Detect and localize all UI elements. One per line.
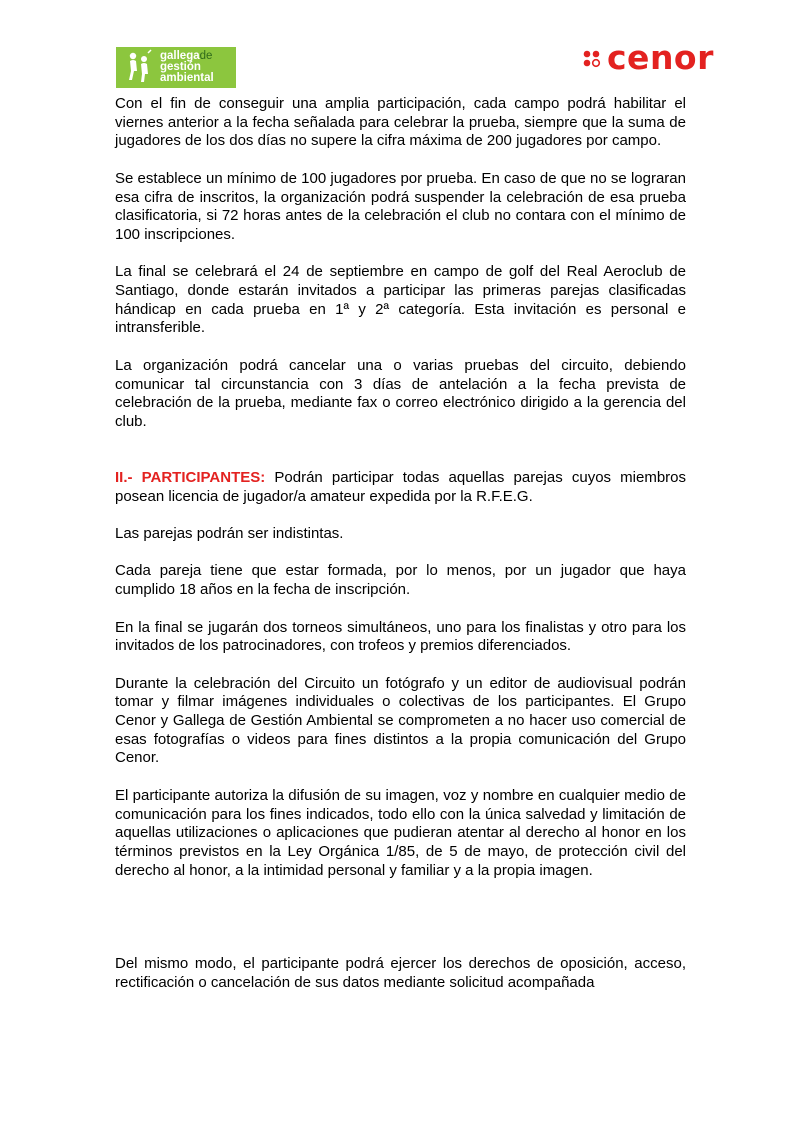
- document-body: [115, 95, 686, 1011]
- logo-line1: gallegade: [160, 50, 213, 62]
- paragraph-8: En la final se jugarán dos torneos simultáneos, uno para los finalistas y otro para los invitados de los patrocinadores, con trofeos y premios diferenciados.: [115, 618, 686, 655]
- cenor-dots-icon: [583, 45, 605, 71]
- spacer: [115, 450, 686, 469]
- paragraph-3: La final se celebrará el 24 de septiembre en campo de golf del Real Aeroclub de Santiago, donde estarán invitados a participar las primeras parejas clasificadas hándicap en cada prueba en 1ª y 2ª categoría. Esta invitación es personal e intransferible.: [115, 263, 686, 337]
- paragraph-1: Con el fin de conseguir una amplia participación, cada campo podrá habilitar el viernes anterior a la fecha señalada para celebrar la prueba, siempre que la suma de jugadores de los dos días no supere la cifra máxima de 200 jugadores por campo.: [115, 95, 686, 150]
- paragraph-11: Del mismo modo, el participante podrá ejercer los derechos de oposición, acceso, rectificación o cancelación de sus datos mediante solicitud acompañada: [115, 955, 686, 991]
- gallega-gestion-ambiental-logo: [116, 47, 236, 88]
- paragraph-participantes: [115, 469, 686, 506]
- paragraph-9: Durante la celebración del Circuito un fotógrafo y un editor de audiovisual podrán tomar y filmar imágenes individuales o colectivas de los participantes. El Grupo Cenor y Gallega de Gestión Ambiental se comprometen a no hacer uso comercial de esas fotografías o videos para fines distintos a la propia comunicación del Grupo Cenor.: [115, 674, 686, 767]
- logo-line2: gestión: [160, 61, 201, 73]
- paragraph-6: Las parejas podrán ser indistintas.: [115, 525, 344, 543]
- paragraph-10: El participante autoriza la difusión de su imagen, voz y nombre en cualquier medio de comunicación para los fines indicados, todo ello con la única salvedad y limitación de aquellas utilizaciones o aplicaciones que pudieran atentar al derecho al honor en los términos previstos en la Ley Orgánica 1/85, de 5 de mayo, de protección civil del derecho al honor, a la intimidad personal y familiar y a la propia imagen.: [115, 786, 686, 879]
- spacer-large: [115, 899, 686, 955]
- section-heading: II.- PARTICIPANTES:: [115, 468, 266, 486]
- paragraph-2: Se establece un mínimo de 100 jugadores por prueba. En caso de que no se lograran esa cifra de inscritos, la organización podrá suspender la celebración de esa prueba clasificatoria, si 72 horas antes de la celebración el club no contara con el mínimo de 100 inscripciones.: [115, 169, 686, 243]
- paragraph-5: Podrán participar todas aquellas parejas cuyos miembros posean licencia de jugador/a amateur expedida por la R.F.E.G.: [115, 468, 687, 505]
- cenor-wordmark: cenor: [607, 38, 714, 77]
- paragraph-4: La organización podrá cancelar una o varias pruebas del circuito, debiendo comunicar tal circunstancia con 3 días de antelación a la fecha prevista de celebración de la prueba, mediante fax o correo electrónico dirigido a la gerencia del club.: [115, 356, 686, 430]
- cenor-logo: [583, 38, 728, 78]
- logo-line3: ambiental: [160, 72, 214, 84]
- paragraph-7: Cada pareja tiene que estar formada, por lo menos, por un jugador que haya cumplido 18 años en la fecha de inscripción.: [115, 562, 686, 599]
- golfer-figure-icon: [124, 47, 154, 88]
